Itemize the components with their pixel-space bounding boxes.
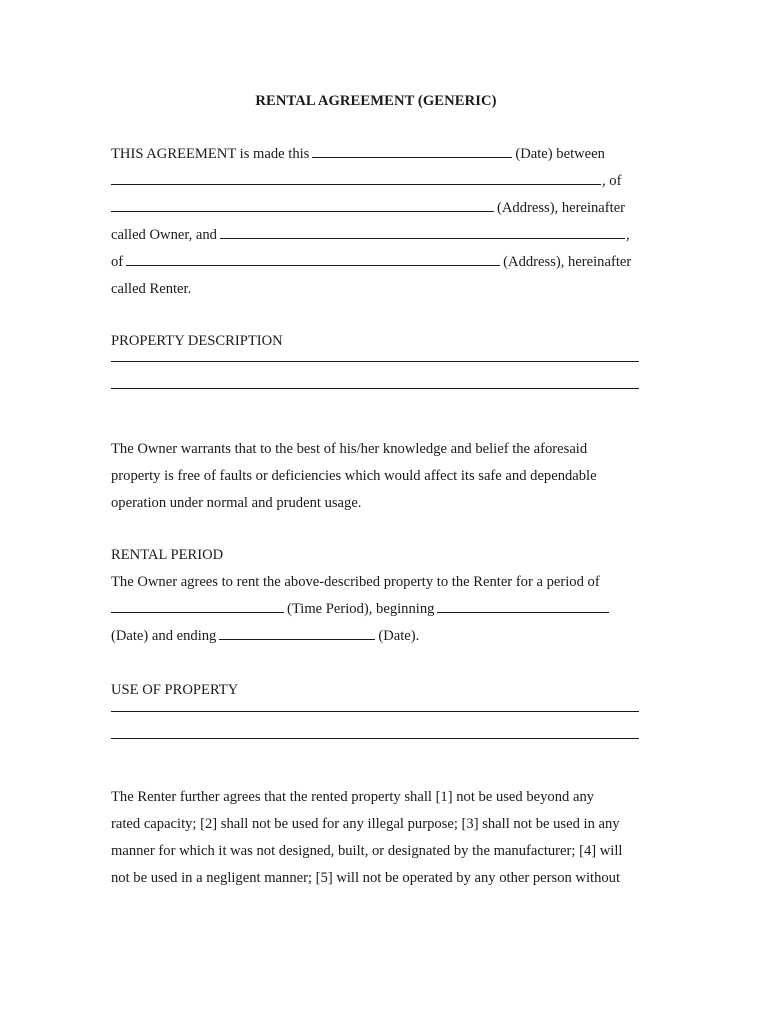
owner-name-blank[interactable] — [111, 168, 601, 185]
rental-period-line-3 — [111, 623, 651, 650]
property-description-blank-2[interactable] — [111, 388, 639, 389]
intro-text: called Owner, and — [111, 227, 217, 243]
rental-period-line-1: The Owner agrees to rent the above-described property to the Renter for a period of — [111, 574, 600, 590]
intro-text: , of — [602, 173, 622, 189]
warranty-line: The Owner warrants that to the best of his/her knowledge and belief the aforesaid — [111, 441, 588, 457]
renter-terms-line: The Renter further agrees that the rented property shall [1] not be used beyond any — [111, 789, 595, 805]
intro-line-4 — [111, 222, 651, 249]
renter-terms-line: rated capacity; [2] shall not be used for any illegal purpose; [3] shall not be used in any — [111, 816, 620, 832]
intro-line-6: called Renter. — [111, 281, 192, 297]
intro-text: (Date) between — [515, 146, 605, 162]
intro-text: of — [111, 254, 124, 270]
renter-terms-line: not be used in a negligent manner; [5] will not be operated by any other person without — [111, 870, 621, 886]
intro-line-5 — [111, 249, 651, 276]
rental-period-heading: RENTAL PERIOD — [111, 547, 224, 563]
time-period-blank[interactable] — [111, 596, 284, 613]
intro-text: (Address), hereinafter — [497, 200, 626, 216]
warranty-paragraph — [111, 436, 651, 517]
date-blank[interactable] — [312, 141, 512, 158]
warranty-line: property is free of faults or deficiencies which would affect its safe and dependable — [111, 468, 597, 484]
intro-line-1 — [111, 141, 651, 168]
intro-text: , — [625, 227, 630, 243]
owner-address-blank[interactable] — [111, 195, 494, 212]
intro-text: THIS AGREEMENT is made this — [111, 146, 310, 162]
rental-period-text: (Date) and ending — [111, 628, 217, 644]
rental-period-text: (Time Period), beginning — [287, 601, 435, 617]
warranty-line: operation under normal and prudent usage. — [111, 495, 362, 511]
intro-section — [111, 141, 651, 303]
use-of-property-blank-2[interactable] — [111, 738, 639, 739]
rental-period-text: (Date). — [378, 628, 420, 644]
renter-terms-paragraph — [111, 784, 651, 892]
intro-line-2 — [111, 168, 651, 195]
rental-period-line-2 — [111, 596, 651, 623]
property-description-blank-1[interactable] — [111, 361, 639, 362]
rental-period-section — [111, 542, 651, 650]
intro-line-3 — [111, 195, 651, 222]
document-title: RENTAL AGREEMENT (GENERIC) — [255, 93, 497, 109]
end-date-blank[interactable] — [219, 623, 375, 640]
renter-address-blank[interactable] — [126, 249, 500, 266]
start-date-blank[interactable] — [437, 596, 609, 613]
intro-text: (Address), hereinafter — [503, 254, 632, 270]
renter-name-blank[interactable] — [220, 222, 625, 239]
use-of-property-blank-1[interactable] — [111, 711, 639, 712]
use-of-property-heading: USE OF PROPERTY — [111, 682, 239, 698]
property-description-heading: PROPERTY DESCRIPTION — [111, 333, 283, 349]
renter-terms-line: manner for which it was not designed, built, or designated by the manufacturer; [4] will — [111, 843, 623, 859]
